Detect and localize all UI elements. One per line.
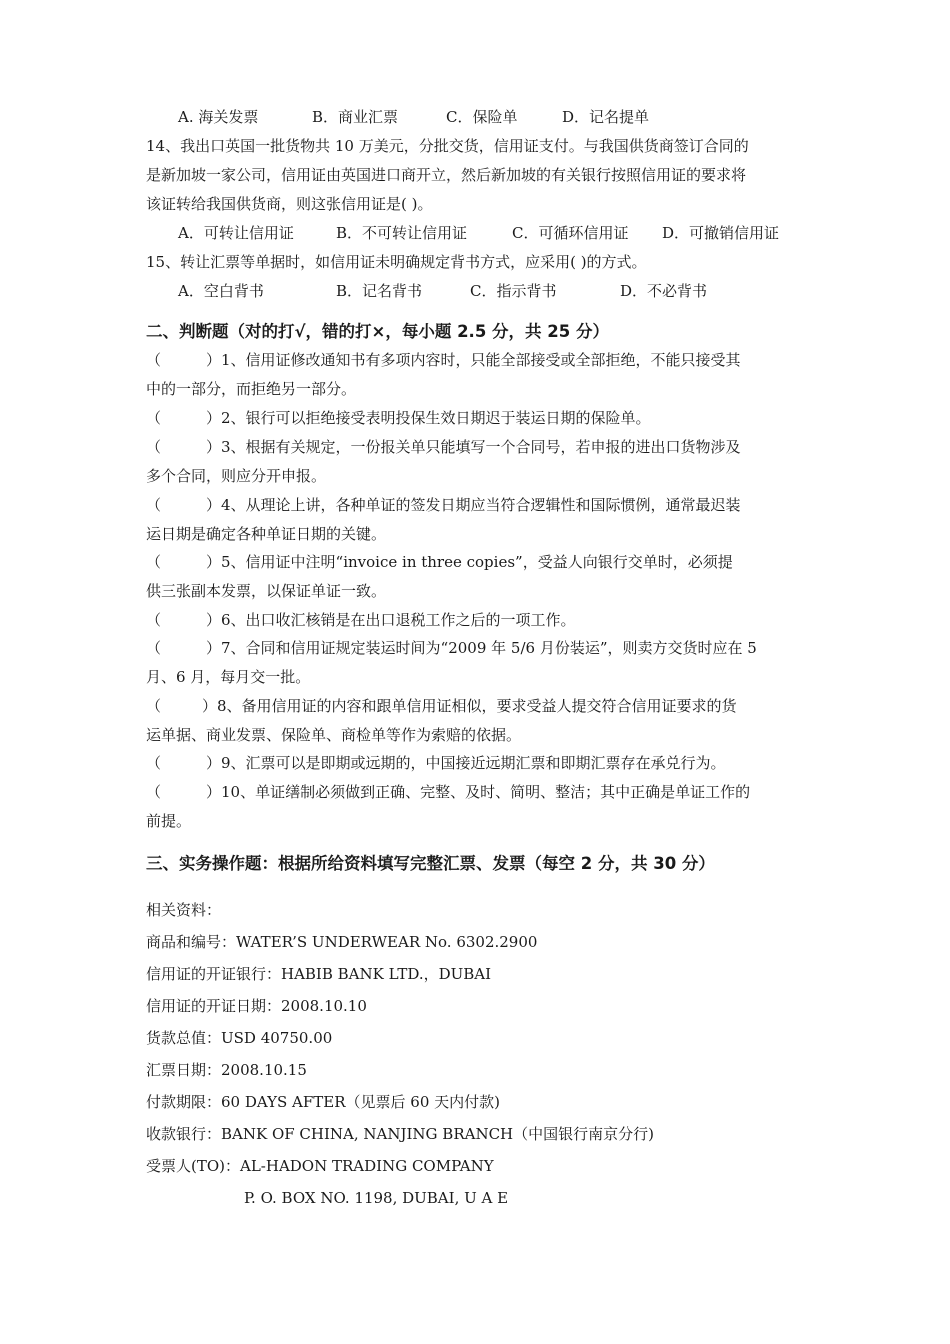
material-collecting-bank: 收款银行：BANK OF CHINA, NANJING BRANCH（中国银行南京分行) <box>146 1125 654 1143</box>
material-commodity: 商品和编号：WATER’S UNDERWEAR No. 6302.2900 <box>146 933 538 951</box>
material-issuing-bank: 信用证的开证银行：HABIB BANK LTD.，DUBAI <box>146 965 492 983</box>
q14-stem-line-2: 是新加坡一家公司，信用证由英国进口商开立，然后新加坡的有关银行按照信用证的要求将 <box>146 166 747 184</box>
q14-option-c: C．可循环信用证 <box>512 224 629 242</box>
answer-blank: （ <box>146 409 162 427</box>
q14-option-a: A．可转让信用证 <box>178 224 294 242</box>
answer-blank: （ <box>146 697 162 715</box>
judge-item-1-line-1: （ ）1、信用证修改通知书有多项内容时，只能全部接受或全部拒绝，不能只接受其 <box>146 351 741 369</box>
material-label: 相关资料： <box>146 901 222 919</box>
material-draft-date: 汇票日期：2008.10.15 <box>146 1061 307 1079</box>
q14-stem-line-3: 该证转给我国供货商，则这张信用证是( )。 <box>146 195 433 213</box>
judge-item-7-line-2: 月、6 月，每月交一批。 <box>146 668 311 686</box>
q13-option-d: D．记名提单 <box>562 108 650 126</box>
judge-item-5-line-2: 供三张副本发票，以保证单证一致。 <box>146 582 387 600</box>
judge-item-10-line-2: 前提。 <box>146 812 192 830</box>
material-drawee: 受票人(TO)：AL-HADON TRADING COMPANY <box>146 1157 494 1175</box>
q15-options <box>178 281 707 301</box>
answer-blank: （ <box>146 351 162 369</box>
judge-item-5-line-1: （ ）5、信用证中注明“invoice in three copies”，受益人向银行交单时，必须提 <box>146 553 733 571</box>
judge-item-8-line-2: 运单据、商业发票、保险单、商检单等作为索赔的依据。 <box>146 726 522 744</box>
material-tenor: 付款期限：60 DAYS AFTER（见票后 60 天内付款) <box>146 1093 501 1111</box>
judge-item-3-line-1: （ ）3、根据有关规定，一份报关单只能填写一个合同号，若申报的进出口货物涉及 <box>146 438 741 456</box>
q15-option-b: B．记名背书 <box>336 282 423 300</box>
judge-item-1-line-2: 中的一部分，而拒绝另一部分。 <box>146 380 357 398</box>
answer-blank: （ <box>146 496 162 514</box>
material-issue-date: 信用证的开证日期：2008.10.10 <box>146 997 367 1015</box>
answer-blank: （ <box>146 438 162 456</box>
q15-option-d: D．不必背书 <box>620 282 708 300</box>
section2-title: 二、判断题（对的打√，错的打×，每小题 2.5 分，共 25 分） <box>146 322 609 341</box>
judge-item-9-line-1: （ ）9、汇票可以是即期或远期的，中国接近远期汇票和即期汇票存在承兑行为。 <box>146 754 726 772</box>
material-total-value: 货款总值：USD 40750.00 <box>146 1029 333 1047</box>
judge-item-8-line-1: （ ）8、备用信用证的内容和跟单信用证相似，要求受益人提交符合信用证要求的货 <box>146 697 737 715</box>
q14-option-b: B．不可转让信用证 <box>336 224 468 242</box>
judge-item-6-line-1: （ ）6、出口收汇核销是在出口退税工作之后的一项工作。 <box>146 611 576 629</box>
judge-item-3-line-2: 多个合同，则应分开申报。 <box>146 467 327 485</box>
q14-options <box>178 223 779 243</box>
judge-item-10-line-1: （ ）10、单证缮制必须做到正确、完整、及时、简明、整洁；其中正确是单证工作的 <box>146 783 751 801</box>
q14-stem-line-1: 14、我出口英国一批货物共 10 万美元，分批交货，信用证支付。与我国供货商签订合同的 <box>146 137 749 155</box>
q13-options <box>178 107 649 127</box>
q15-option-a: A．空白背书 <box>178 282 264 300</box>
answer-blank: （ <box>146 754 162 772</box>
answer-blank: （ <box>146 639 162 657</box>
judge-item-7-line-1: （ ）7、合同和信用证规定装运时间为“2009 年 5/6 月份装运”，则卖方交货时应在 5 <box>146 639 757 657</box>
q14-option-d: D．可撤销信用证 <box>662 224 780 242</box>
q13-option-b: B．商业汇票 <box>312 108 399 126</box>
section3-title: 三、实务操作题：根据所给资料填写完整汇票、发票（每空 2 分，共 30 分） <box>146 854 715 873</box>
q15-stem: 15、转让汇票等单据时，如信用证未明确规定背书方式，应采用( )的方式。 <box>146 253 647 271</box>
answer-blank: （ <box>146 611 162 629</box>
q13-option-c: C．保险单 <box>446 108 518 126</box>
judge-item-2-line-1: （ ）2、银行可以拒绝接受表明投保生效日期迟于装运日期的保险单。 <box>146 409 651 427</box>
judge-item-4-line-1: （ ）4、从理论上讲，各种单证的签发日期应当符合逻辑性和国际惯例，通常最迟装 <box>146 496 741 514</box>
q15-option-c: C．指示背书 <box>470 282 557 300</box>
judge-item-4-line-2: 运日期是确定各种单证日期的关键。 <box>146 525 387 543</box>
answer-blank: （ <box>146 553 162 571</box>
q13-option-a: A. 海关发票 <box>178 108 259 126</box>
material-drawee-address: P. O. BOX NO. 1198, DUBAI, U A E <box>244 1189 509 1207</box>
answer-blank: （ <box>146 783 162 801</box>
